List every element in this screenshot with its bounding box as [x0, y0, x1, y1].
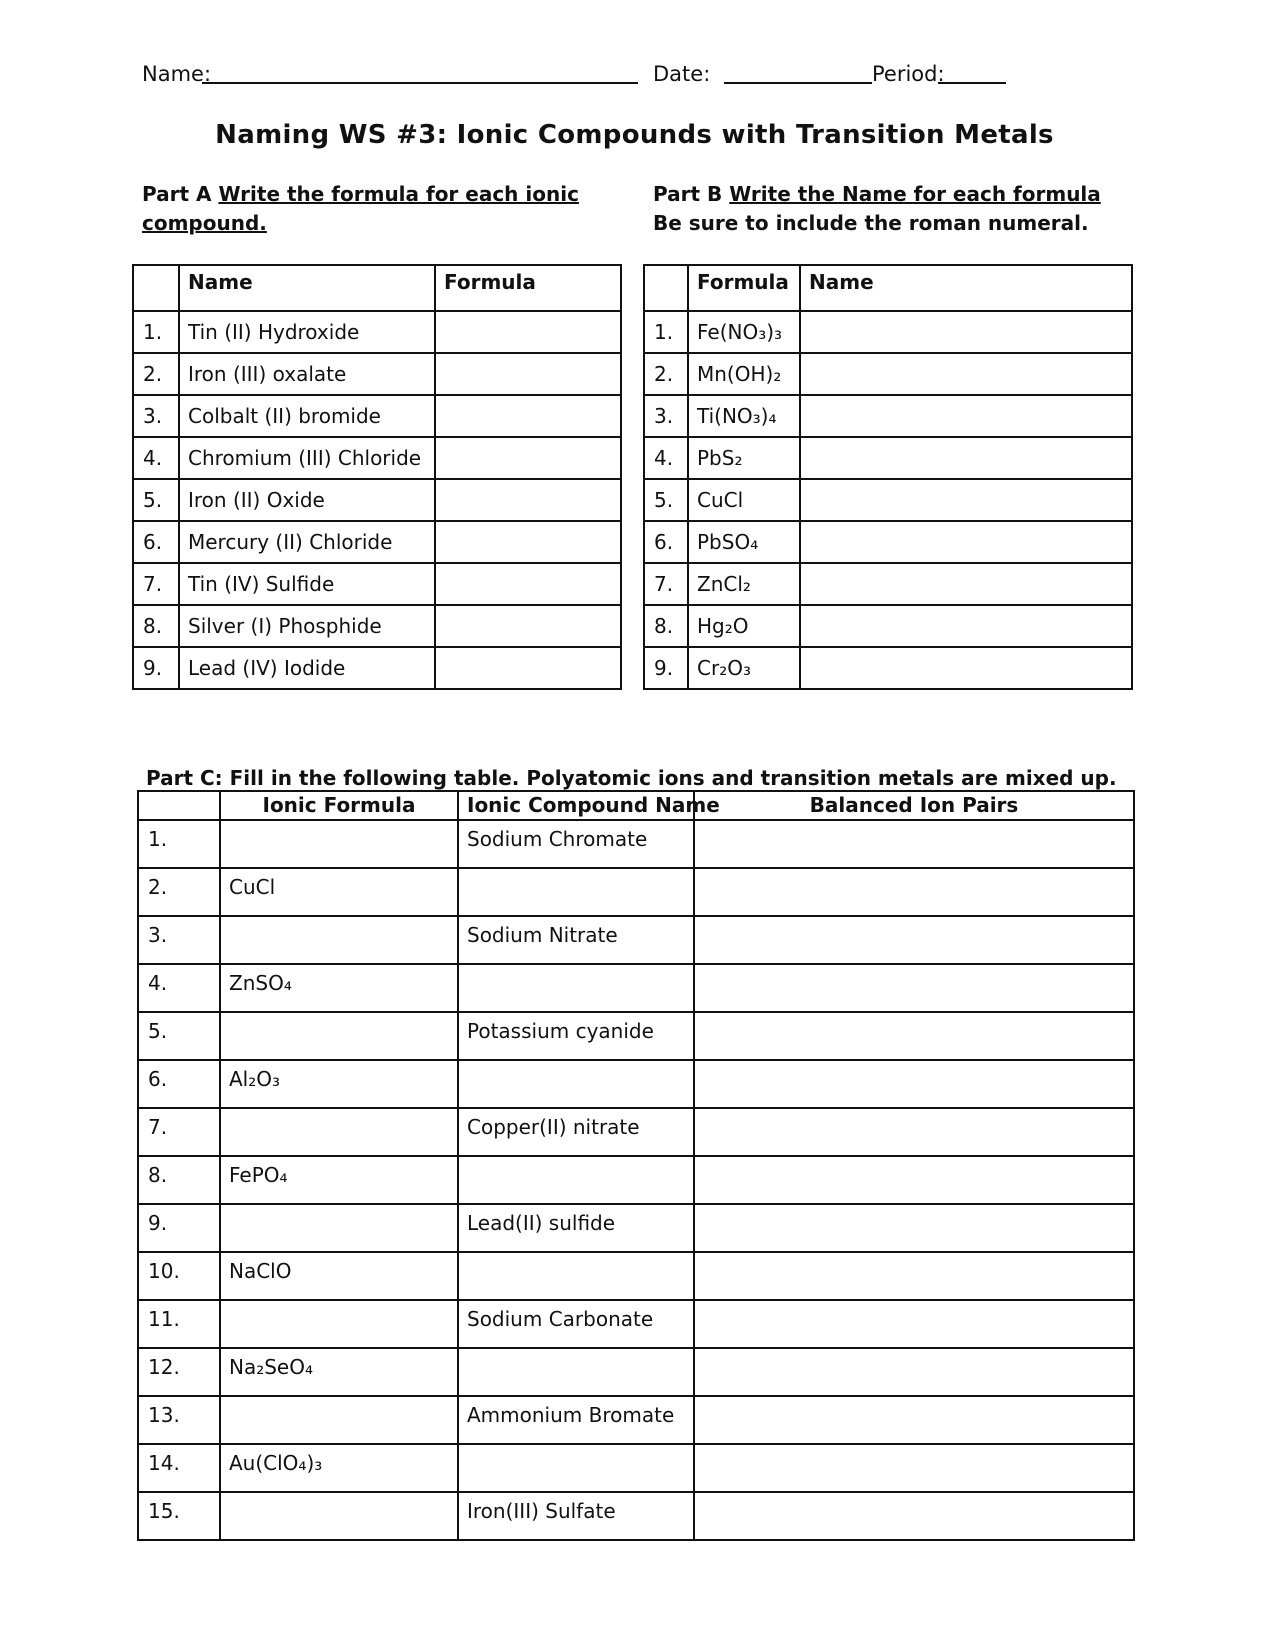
ionic-name-cell[interactable]	[458, 1348, 694, 1396]
ionic-name-cell[interactable]: Iron(III) Sulfate	[458, 1492, 694, 1540]
table-row	[138, 964, 1134, 1012]
ion-pairs-cell[interactable]	[694, 916, 1134, 964]
name-answer-cell[interactable]	[800, 647, 1132, 689]
ionic-formula-cell[interactable]	[220, 1396, 458, 1444]
header-cell-ionic-formula: Ionic Formula	[220, 791, 458, 820]
table-row	[133, 647, 621, 689]
row-number: 1.	[644, 311, 688, 353]
ionic-formula-cell[interactable]	[220, 916, 458, 964]
compound-name: Chromium (III) Chloride	[179, 437, 435, 479]
row-number: 13.	[138, 1396, 220, 1444]
ionic-formula-cell[interactable]	[220, 1204, 458, 1252]
row-number: 5.	[133, 479, 179, 521]
row-number: 10.	[138, 1252, 220, 1300]
row-number: 8.	[644, 605, 688, 647]
row-number: 4.	[133, 437, 179, 479]
row-number: 1.	[138, 820, 220, 868]
name-answer-cell[interactable]	[800, 479, 1132, 521]
period-field[interactable]	[938, 82, 1006, 84]
ionic-formula-cell[interactable]: Na₂SeO₄	[220, 1348, 458, 1396]
header-cell-name: Name	[800, 265, 1132, 311]
formula: Ti(NO₃)₄	[688, 395, 800, 437]
table-row	[644, 479, 1132, 521]
ionic-formula-cell[interactable]	[220, 820, 458, 868]
row-number: 7.	[133, 563, 179, 605]
formula-answer-cell[interactable]	[435, 563, 621, 605]
table-header-row	[644, 265, 1132, 311]
header-cell-name: Name	[179, 265, 435, 311]
part-b-label: Part B	[653, 182, 723, 206]
part-b-instruction-line2: Be sure to include the roman numeral.	[653, 211, 1089, 235]
part-a-table	[132, 264, 622, 690]
ionic-formula-cell[interactable]: Au(ClO₄)₃	[220, 1444, 458, 1492]
ionic-name-cell[interactable]: Sodium Chromate	[458, 820, 694, 868]
page-title: Naming WS #3: Ionic Compounds with Transition Metals	[215, 120, 1054, 150]
table-row	[138, 868, 1134, 916]
ion-pairs-cell[interactable]	[694, 1492, 1134, 1540]
ion-pairs-cell[interactable]	[694, 1204, 1134, 1252]
compound-name: Tin (IV) Sulfide	[179, 563, 435, 605]
table-row	[644, 311, 1132, 353]
table-row	[133, 353, 621, 395]
ionic-name-cell[interactable]: Lead(II) sulfide	[458, 1204, 694, 1252]
ionic-name-cell[interactable]	[458, 1156, 694, 1204]
row-number: 5.	[644, 479, 688, 521]
ion-pairs-cell[interactable]	[694, 1252, 1134, 1300]
formula-answer-cell[interactable]	[435, 521, 621, 563]
formula: PbS₂	[688, 437, 800, 479]
table-row	[644, 353, 1132, 395]
part-a-instructions	[142, 180, 622, 238]
row-number: 9.	[644, 647, 688, 689]
table-row	[133, 395, 621, 437]
ionic-name-cell[interactable]: Ammonium Bromate	[458, 1396, 694, 1444]
name-field[interactable]	[202, 82, 638, 84]
ionic-name-cell[interactable]: Copper(II) nitrate	[458, 1108, 694, 1156]
table-row	[138, 820, 1134, 868]
ionic-formula-cell[interactable]: FePO₄	[220, 1156, 458, 1204]
row-number: 6.	[133, 521, 179, 563]
row-number: 2.	[133, 353, 179, 395]
ionic-formula-cell[interactable]: Al₂O₃	[220, 1060, 458, 1108]
row-number: 6.	[138, 1060, 220, 1108]
table-row	[644, 563, 1132, 605]
row-number: 9.	[138, 1204, 220, 1252]
row-number: 4.	[138, 964, 220, 1012]
header-cell-formula: Formula	[688, 265, 800, 311]
formula-answer-cell[interactable]	[435, 437, 621, 479]
formula: Mn(OH)₂	[688, 353, 800, 395]
part-b-instructions	[653, 180, 1153, 238]
date-field[interactable]	[724, 82, 872, 84]
table-row	[133, 521, 621, 563]
row-number: 4.	[644, 437, 688, 479]
ion-pairs-cell[interactable]	[694, 1108, 1134, 1156]
table-row	[138, 1012, 1134, 1060]
compound-name: Iron (III) oxalate	[179, 353, 435, 395]
part-a-label: Part A	[142, 182, 212, 206]
formula-answer-cell[interactable]	[435, 395, 621, 437]
row-number: 1.	[133, 311, 179, 353]
header-cell-number	[644, 265, 688, 311]
table-header-row	[138, 791, 1134, 820]
row-number: 8.	[138, 1156, 220, 1204]
ion-pairs-cell[interactable]	[694, 1012, 1134, 1060]
table-row	[138, 1156, 1134, 1204]
formula: Hg₂O	[688, 605, 800, 647]
table-row	[138, 1348, 1134, 1396]
ionic-formula-cell[interactable]	[220, 1492, 458, 1540]
row-number: 6.	[644, 521, 688, 563]
part-b-table	[643, 264, 1133, 690]
name-answer-cell[interactable]	[800, 311, 1132, 353]
name-answer-cell[interactable]	[800, 395, 1132, 437]
ion-pairs-cell[interactable]	[694, 1300, 1134, 1348]
formula: PbSO₄	[688, 521, 800, 563]
row-number: 3.	[133, 395, 179, 437]
table-row	[138, 1204, 1134, 1252]
name-answer-cell[interactable]	[800, 563, 1132, 605]
table-row	[133, 605, 621, 647]
ionic-formula-cell[interactable]	[220, 1300, 458, 1348]
row-number: 2.	[138, 868, 220, 916]
formula-answer-cell[interactable]	[435, 605, 621, 647]
part-c-table	[137, 790, 1135, 1541]
part-a-instruction-line2: compound.	[142, 211, 267, 235]
row-number: 12.	[138, 1348, 220, 1396]
table-row	[133, 437, 621, 479]
compound-name: Mercury (II) Chloride	[179, 521, 435, 563]
table-row	[644, 605, 1132, 647]
formula-answer-cell[interactable]	[435, 311, 621, 353]
ionic-name-cell[interactable]	[458, 964, 694, 1012]
ion-pairs-cell[interactable]	[694, 820, 1134, 868]
table-row	[138, 1300, 1134, 1348]
table-row	[138, 916, 1134, 964]
formula: Cr₂O₃	[688, 647, 800, 689]
table-row	[138, 1060, 1134, 1108]
formula-answer-cell[interactable]	[435, 479, 621, 521]
row-number: 7.	[138, 1108, 220, 1156]
ionic-formula-cell[interactable]	[220, 1012, 458, 1060]
row-number: 5.	[138, 1012, 220, 1060]
header-cell-number	[138, 791, 220, 820]
formula-answer-cell[interactable]	[435, 647, 621, 689]
table-header-row	[133, 265, 621, 311]
ion-pairs-cell[interactable]	[694, 964, 1134, 1012]
header-cell-ion-pairs: Balanced Ion Pairs	[694, 791, 1134, 820]
name-answer-cell[interactable]	[800, 605, 1132, 647]
ionic-name-cell[interactable]: Sodium Nitrate	[458, 916, 694, 964]
name-answer-cell[interactable]	[800, 521, 1132, 563]
compound-name: Colbalt (II) bromide	[179, 395, 435, 437]
ionic-name-cell[interactable]: Sodium Carbonate	[458, 1300, 694, 1348]
table-row	[138, 1396, 1134, 1444]
ionic-formula-cell[interactable]: ZnSO₄	[220, 964, 458, 1012]
table-row	[644, 521, 1132, 563]
ion-pairs-cell[interactable]	[694, 1396, 1134, 1444]
ion-pairs-cell[interactable]	[694, 1060, 1134, 1108]
ionic-formula-cell[interactable]	[220, 1108, 458, 1156]
row-number: 3.	[138, 916, 220, 964]
header-cell-formula: Formula	[435, 265, 621, 311]
ion-pairs-cell[interactable]	[694, 868, 1134, 916]
ionic-name-cell[interactable]	[458, 1252, 694, 1300]
part-b-instruction-line1: Write the Name for each formula	[729, 182, 1101, 206]
compound-name: Lead (IV) Iodide	[179, 647, 435, 689]
row-number: 14.	[138, 1444, 220, 1492]
row-number: 15.	[138, 1492, 220, 1540]
table-row	[644, 647, 1132, 689]
ion-pairs-cell[interactable]	[694, 1348, 1134, 1396]
table-row	[133, 311, 621, 353]
header-cell-number	[133, 265, 179, 311]
ion-pairs-cell[interactable]	[694, 1444, 1134, 1492]
header-cell-ionic-name: Ionic Compound Name	[458, 791, 694, 820]
table-row	[644, 437, 1132, 479]
date-label: Date:	[653, 62, 711, 86]
formula: ZnCl₂	[688, 563, 800, 605]
row-number: 8.	[133, 605, 179, 647]
row-number: 9.	[133, 647, 179, 689]
table-row	[644, 395, 1132, 437]
ion-pairs-cell[interactable]	[694, 1156, 1134, 1204]
part-c-instructions: Part C: Fill in the following table. Polyatomic ions and transition metals are mixed up.	[146, 766, 1117, 790]
row-number: 11.	[138, 1300, 220, 1348]
ionic-formula-cell[interactable]: CuCl	[220, 868, 458, 916]
name-answer-cell[interactable]	[800, 437, 1132, 479]
formula-answer-cell[interactable]	[435, 353, 621, 395]
ionic-name-cell[interactable]	[458, 1444, 694, 1492]
table-row	[133, 479, 621, 521]
formula: Fe(NO₃)₃	[688, 311, 800, 353]
row-number: 2.	[644, 353, 688, 395]
compound-name: Iron (II) Oxide	[179, 479, 435, 521]
table-row	[138, 1108, 1134, 1156]
compound-name: Tin (II) Hydroxide	[179, 311, 435, 353]
compound-name: Silver (I) Phosphide	[179, 605, 435, 647]
ionic-name-cell[interactable]	[458, 1060, 694, 1108]
table-row	[138, 1492, 1134, 1540]
part-a-instruction-line1: Write the formula for each ionic	[218, 182, 579, 206]
table-row	[138, 1444, 1134, 1492]
name-answer-cell[interactable]	[800, 353, 1132, 395]
ionic-name-cell[interactable]: Potassium cyanide	[458, 1012, 694, 1060]
ionic-name-cell[interactable]	[458, 868, 694, 916]
period-label: Period:	[872, 62, 945, 86]
ionic-formula-cell[interactable]: NaClO	[220, 1252, 458, 1300]
table-row	[133, 563, 621, 605]
name-label: Name:	[142, 62, 212, 86]
row-number: 7.	[644, 563, 688, 605]
formula: CuCl	[688, 479, 800, 521]
row-number: 3.	[644, 395, 688, 437]
table-row	[138, 1252, 1134, 1300]
